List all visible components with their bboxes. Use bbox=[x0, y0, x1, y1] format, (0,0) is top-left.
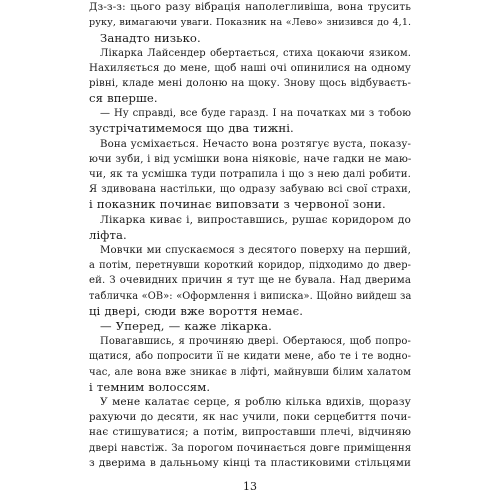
text-line: і темним волоссям. bbox=[89, 380, 211, 394]
text-line: з дверима в дальньому кінці та пластиковими стільцями bbox=[89, 457, 411, 469]
text-line: рівні, кладе мені долоню на щоку. Знову щось відбуваєть- bbox=[89, 78, 411, 89]
text-line: ючи зуби, і від усмішки вона ніяковіє, наче гадки не маю- bbox=[89, 154, 412, 165]
text-line: ці двері, сюди вже вороття немає. bbox=[89, 304, 303, 318]
text-line: рахуючи до десяти, як нас учили, поки серцебиття почи- bbox=[89, 412, 411, 423]
text-line: руку, вимагаючи уваги. Показник на «Лево» знизився до 4,1. bbox=[89, 17, 412, 28]
text-line: Мовчки ми спускаємося з десятого поверху на перший, bbox=[100, 245, 411, 256]
text-line: і показник починає виповзати з червоної зони. bbox=[89, 197, 386, 211]
text-line: Нахиляється до мене, щоб наші очі опинилися на одному bbox=[89, 63, 411, 74]
text-line: Лікарка киває і, випроставшись, рушає коридором до bbox=[100, 214, 411, 226]
text-line: Повагавшись, я прочиняю двері. Обертаюся, щоб попро- bbox=[100, 336, 411, 347]
text-line: Я здивована настільки, що одразу забуваю всі свої страхи, bbox=[89, 184, 411, 195]
text-line: — Ну справді, все буде гаразд. І на початках ми з тобою bbox=[100, 108, 411, 119]
text-line: а потім, перетнувши короткий коридор, підходимо до двер- bbox=[89, 260, 411, 271]
text-line: нає стишуватися; а потім, випроставши плечі, відчиняю bbox=[89, 426, 411, 438]
text-line: Вона усміхається. Нечасто вона розтягує вуста, показу- bbox=[100, 139, 411, 150]
text-line: У мене калатає серце, я роблю кілька вдихів, щоразу bbox=[100, 396, 411, 408]
text-line: Занадто низько. bbox=[100, 31, 201, 45]
text-line: чи, як та усмішка туди потрапила і що з нею далі робити. bbox=[89, 169, 411, 180]
text-line: — Уперед, — каже лікарка. bbox=[100, 319, 272, 333]
text-line: ліфта. bbox=[89, 228, 127, 242]
text-line: час, але вона вже зникає в ліфті, майнувши білим халатом bbox=[89, 367, 411, 378]
text-line: зустрічатимемося що два тижні. bbox=[89, 121, 294, 135]
text-line: Лікарка Лайсендер обертається, стиха цокаючи язиком. bbox=[100, 48, 411, 59]
page-number: 13 bbox=[243, 480, 257, 493]
text-line: двері навстіж. За порогом починається довге приміщення bbox=[89, 443, 412, 454]
text-line: табличка «ОВ»: «Оформлення і виписка». Щойно вийдеш за bbox=[89, 291, 412, 302]
text-line: ся вперше. bbox=[89, 91, 158, 105]
text-line: щатися, або попросити її не кидати мене, або те і те водно- bbox=[89, 351, 411, 362]
text-line: ей. З очевидних причин я тут ще не бувала. Над дверима bbox=[89, 275, 411, 286]
text-line: Дз-з-з: цього разу вібрація наполегливіша, вона трусить bbox=[89, 1, 411, 13]
